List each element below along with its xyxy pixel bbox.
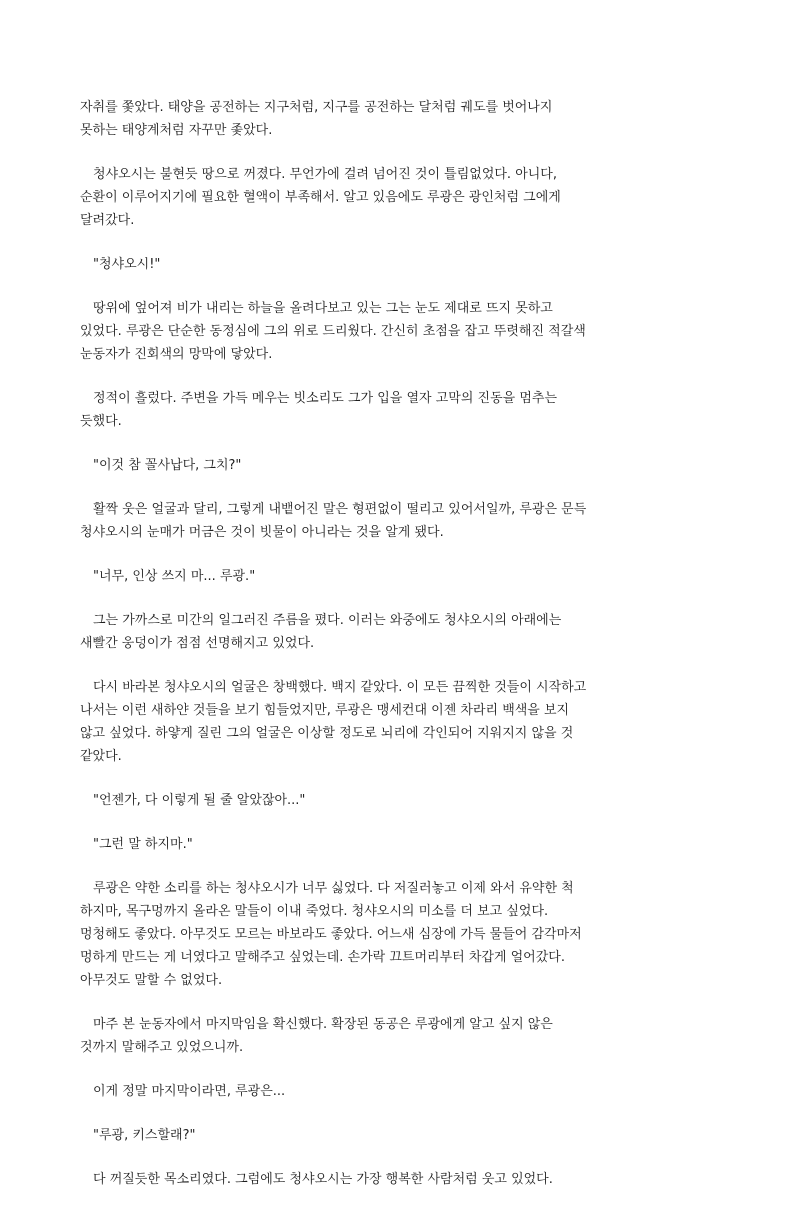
text-line: "너무, 인상 쓰지 마... 루광." (93, 569, 256, 584)
text-line: "그런 말 하지마." (93, 837, 193, 852)
text-line: 나서는 이런 새하얀 것들을 보기 힘들었지만, 루광은 맹세컨대 이젠 차라리 백색을 보지 (80, 703, 570, 718)
narration-paragraph (80, 96, 730, 142)
text-line: 달려갔다. (80, 213, 135, 228)
text-line: 하지마, 목구멍까지 올라온 말들이 이내 죽었다. 청샤오시의 미소를 더 보고 싶었다. (80, 904, 549, 919)
dialogue-paragraph (80, 253, 730, 276)
text-line: 있었다. 루광은 단순한 동정심에 그의 위로 드리웠다. 간신히 초점을 잡고 뚜렷해진 적갈색 (80, 324, 586, 339)
narration-paragraph (80, 163, 730, 232)
text-line: 것까지 말해주고 있었으니까. (80, 1040, 244, 1055)
dialogue-paragraph (80, 833, 730, 856)
dialogue-paragraph (80, 565, 730, 588)
text-line: "루광, 키스할래?" (93, 1128, 196, 1143)
story-text (80, 96, 730, 1212)
narration-paragraph (80, 877, 730, 992)
text-line: 마주 본 눈동자에서 마지막임을 확신했다. 확장된 동공은 루광에게 알고 싶지 않은 (93, 1017, 553, 1032)
narration-paragraph (80, 676, 730, 768)
text-line: 아무것도 말할 수 없었다. (80, 973, 223, 988)
text-line: 그는 가까스로 미간의 일그러진 주름을 폈다. 이러는 와중에도 청샤오시의 아래에는 (93, 613, 562, 628)
dialogue-paragraph (80, 789, 730, 812)
text-line: 청샤오시의 눈매가 머금은 것이 빗물이 아니라는 것을 알게 됐다. (80, 525, 444, 540)
text-line: 못하는 태양계처럼 자꾸만 좇았다. (80, 123, 273, 138)
text-line: 눈동자가 진회색의 망막에 닿았다. (80, 347, 273, 362)
dialogue-paragraph (80, 454, 730, 477)
text-line: 새빨간 웅덩이가 점점 선명해지고 있었다. (80, 636, 315, 651)
text-line: "청샤오시!" (93, 257, 161, 272)
text-line: 순환이 이루어지기에 필요한 혈액이 부족해서. 알고 있음에도 루광은 광인처럼 그에게 (80, 190, 561, 205)
narration-paragraph (80, 387, 730, 433)
text-line: 정적이 흘렀다. 주변을 가득 메우는 빗소리도 그가 입을 열자 고막의 진동을 멈추는 (93, 391, 558, 406)
text-line: 루광은 약한 소리를 하는 청샤오시가 너무 싫었다. 다 저질러놓고 이제 와서 유약한 척 (93, 881, 574, 896)
text-line: "언젠가, 다 이렇게 될 줄 알았잖아..." (93, 793, 306, 808)
narration-paragraph (80, 1080, 730, 1103)
narration-paragraph (80, 1013, 730, 1059)
text-line: 자취를 쫓았다. 태양을 공전하는 지구처럼, 지구를 공전하는 달처럼 궤도를 벗어나지 (80, 100, 553, 115)
narration-paragraph (80, 297, 730, 366)
dialogue-paragraph (80, 1124, 730, 1147)
text-line: 청샤오시는 불현듯 땅으로 꺼졌다. 무언가에 걸려 넘어진 것이 틀림없었다. 아니다, (93, 167, 558, 182)
narration-paragraph (80, 498, 730, 544)
text-line: 않고 싶었다. 하얗게 질린 그의 얼굴은 이상할 정도로 뇌리에 각인되어 지워지지 않을 것 (80, 726, 574, 741)
text-line: 듯했다. (80, 414, 122, 429)
text-line: 활짝 웃은 얼굴과 달리, 그렇게 내뱉어진 말은 형편없이 떨리고 있어서일까, 루광은 문득 (93, 502, 587, 517)
text-line: 같았다. (80, 749, 122, 764)
narration-paragraph (80, 1168, 730, 1191)
narration-paragraph (80, 609, 730, 655)
text-line: 멍하게 만드는 게 너였다고 말해주고 싶었는데. 손가락 끄트머리부터 차갑게 얼어갔다. (80, 950, 565, 965)
text-line: 이게 정말 마지막이라면, 루광은... (93, 1084, 286, 1099)
text-line: 다 꺼질듯한 목소리였다. 그럼에도 청샤오시는 가장 행복한 사람처럼 웃고 있었다. (93, 1172, 553, 1187)
text-line: 다시 바라본 청샤오시의 얼굴은 창백했다. 백지 같았다. 이 모든 끔찍한 것들이 시작하고 (93, 680, 587, 695)
text-line: "이것 참 꼴사납다, 그치?" (93, 458, 242, 473)
text-line: 땅위에 엎어져 비가 내리는 하늘을 올려다보고 있는 그는 눈도 제대로 뜨지 못하고 (93, 301, 553, 316)
text-line: 멍청해도 좋았다. 아무것도 모르는 바보라도 좋았다. 어느새 심장에 가득 물들어 감각마저 (80, 927, 582, 942)
